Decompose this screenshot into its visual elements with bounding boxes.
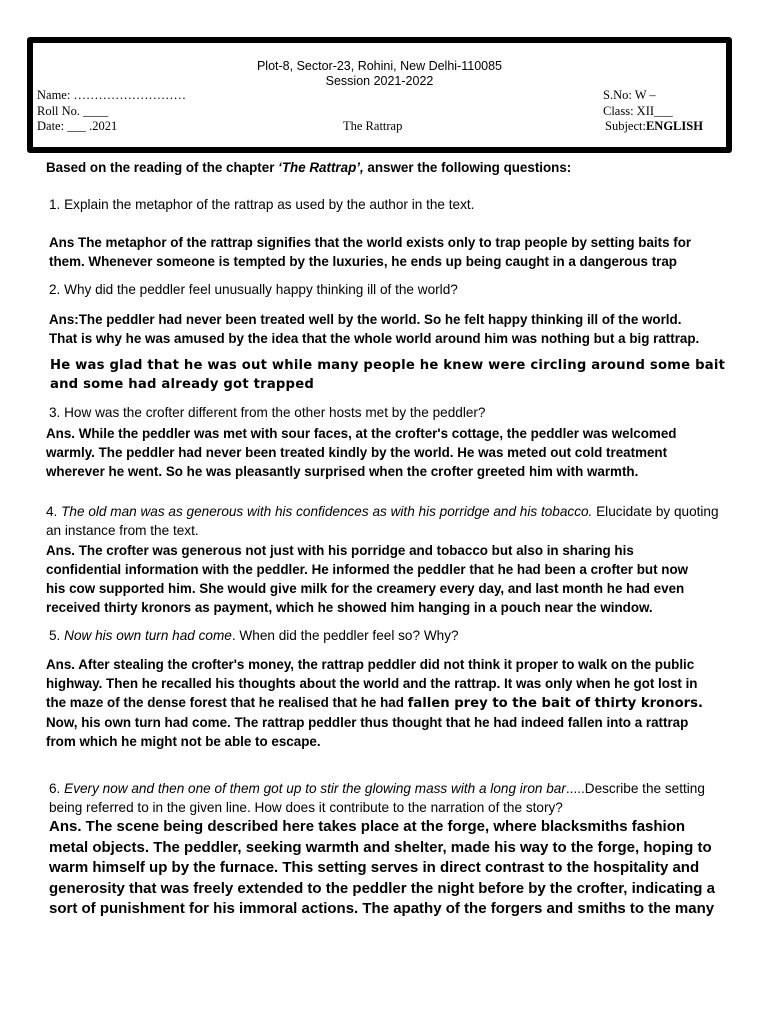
subject-field (605, 119, 703, 134)
question-text: an instance from the text. (46, 523, 199, 538)
question-4 (46, 502, 736, 540)
answer-line: Ans. After stealing the crofter's money, the rattrap peddler did not think it proper to walk on the public (46, 657, 695, 672)
intro-before: Based on the reading of the chapter (46, 160, 279, 175)
answer-line: confidential information with the peddler. He informed the peddler that he had been a crofter but now (46, 562, 689, 577)
answer-4 (46, 541, 736, 617)
class-field: Class: XII___ (603, 104, 673, 118)
question-text: . When did the peddler feel so? Why? (231, 628, 459, 643)
chapter-title: The Rattrap (343, 119, 403, 133)
question-1: 1. Explain the metaphor of the rattrap as used by the author in the text. (49, 197, 475, 212)
question-number: 5. (49, 628, 65, 643)
answer-line: That is why he was amused by the idea that the whole world around him was nothing but a big rattrap. (49, 331, 700, 346)
question-2: 2. Why did the peddler feel unusually happy thinking ill of the world? (49, 282, 458, 297)
answer-line: received thirty kronors as payment, which he showed him hanging in a pouch near the window. (46, 600, 653, 615)
answer-2 (49, 310, 739, 348)
answer-5 (46, 655, 736, 751)
answer-line: them. Whenever someone is tempted by the luxuries, he ends up being caught in a dangerous trap (49, 254, 677, 269)
question-text: Elucidate by quoting (592, 504, 719, 519)
question-3: 3. How was the crofter different from the other hosts met by the peddler? (49, 405, 486, 420)
school-address: Plot-8, Sector-23, Rohini, New Delhi-110085 (256, 59, 503, 73)
answer-line: Ans. The crofter was generous not just with his porridge and tobacco but also in sharing his (46, 543, 634, 558)
answer-3 (46, 424, 736, 481)
answer-line: wherever he went. So he was pleasantly surprised when the crofter greeted him with warmth. (46, 464, 639, 479)
question-number: 4. (46, 504, 62, 519)
answer-emphasis: fallen prey to the bait of thirty kronors. (407, 696, 703, 711)
answer-line: Now, his own turn had come. The rattrap peddler thus thought that he had indeed fallen into a rattrap (46, 715, 689, 730)
answer-1 (49, 233, 739, 271)
answer-line: metal objects. The peddler, seeking warmth and shelter, made his way to the forge, hoping to (49, 838, 712, 856)
answer-line: Ans The metaphor of the rattrap signifies that the world exists only to trap people by setting baits for (49, 235, 692, 250)
intro-chapter: ‘The Rattrap’, (278, 160, 364, 175)
answer-line: highway. Then he recalled his thoughts about the world and the rattrap. It was only when he got lost in (46, 676, 698, 691)
answer-line: He was glad that he was out while many people he knew were circling around some bait (50, 358, 726, 373)
question-quote: Now his own turn had come (64, 628, 232, 643)
answer-line: from which he might not be able to escape. (46, 734, 321, 749)
serial-number: S.No: W – (603, 88, 656, 102)
question-quote: Every now and then one of them got up to stir the glowing mass with a long iron bar (64, 781, 566, 796)
question-text: being referred to in the given line. How does it contribute to the narration of the story? (49, 800, 563, 815)
date-field: Date: ___ .2021 (37, 119, 118, 133)
intro-after: answer the following questions: (363, 160, 572, 175)
instructions (46, 158, 736, 177)
question-quote: The old man was as generous with his confidences as with his porridge and his tobacco. (61, 504, 593, 519)
answer-line: sort of punishment for his immoral actions. The apathy of the forgers and smiths to the many (49, 900, 715, 917)
question-5 (49, 626, 739, 645)
session-label: Session 2021-2022 (325, 74, 434, 88)
subject-label: Subject: (605, 119, 646, 133)
answer-line: Ans. While the peddler was met with sour faces, at the crofter's cottage, the peddler was welcomed (46, 426, 677, 441)
answer-line: Ans:The peddler had never been treated well by the world. So he felt happy thinking ill of the world. (49, 312, 682, 327)
answer-line: warmly. The peddler had never been treated kindly by the world. He was meted out cold treatment (46, 445, 668, 460)
answer-2-extra (50, 356, 740, 394)
question-text: .....Describe the setting (565, 781, 705, 796)
answer-line: his cow supported him. She would give milk for the creamery every day, and last month he had even (46, 581, 685, 596)
answer-6 (49, 817, 739, 920)
header-box (27, 37, 732, 153)
answer-line: and some had already got trapped (50, 377, 314, 392)
subject-value: ENGLISH (645, 119, 703, 133)
answer-line: warm himself up by the furnace. This setting serves in direct contrast to the hospitality and (49, 859, 700, 876)
roll-no-field: Roll No. ____ (37, 104, 109, 118)
question-number: 6. (49, 781, 65, 796)
answer-line: the maze of the dense forest that he realised that he had (46, 695, 408, 710)
question-6 (49, 779, 739, 817)
answer-line: generosity that was freely extended to the peddler the night before by the crofter, indicating a (49, 879, 715, 897)
name-field: Name: ……………………… (37, 88, 186, 102)
answer-line: Ans. The scene being described here takes place at the forge, where blacksmiths fashion (49, 818, 686, 835)
